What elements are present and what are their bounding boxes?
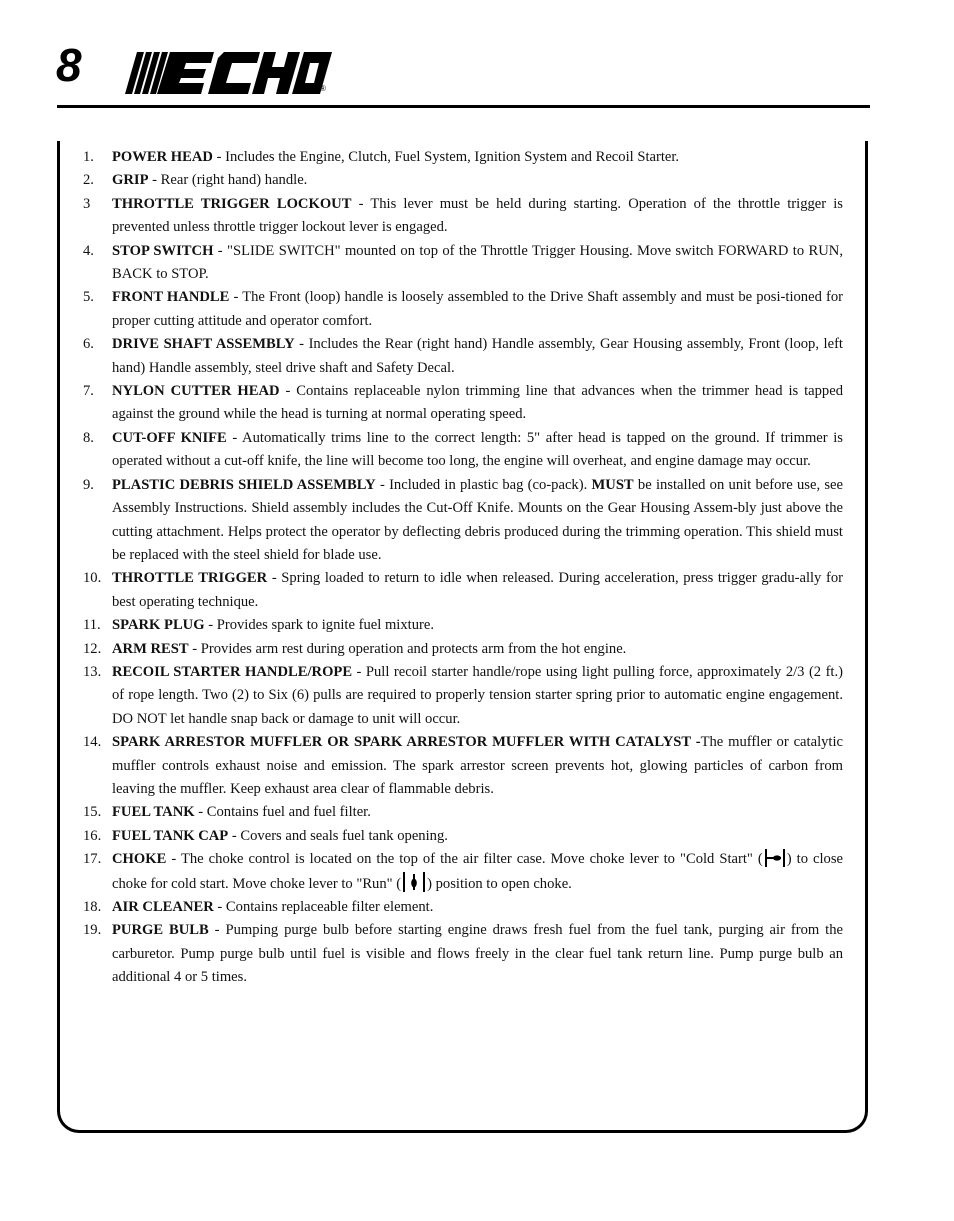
echo-logo bbox=[122, 50, 332, 96]
list-item bbox=[83, 427, 843, 474]
item-text: - Contains replaceable filter element. bbox=[213, 899, 434, 915]
list-item bbox=[83, 801, 843, 824]
item-number: 8. bbox=[83, 429, 94, 446]
item-number: 1. bbox=[83, 149, 94, 165]
item-title: SPARK PLUG bbox=[112, 617, 205, 634]
list-item bbox=[83, 848, 843, 896]
item-title: AIR CLEANER bbox=[112, 899, 214, 915]
item-text: be installed on unit before use, see Assembly Instructions. Shield assembly includes the Cut-Off Knife. Mounts on the Gear Housing Assem-bly just above the cutting attachment. Helps protect the operator by deflecting debris produced during the trimming operation. This shield must be replaced with the steel shield for blade use. bbox=[112, 476, 844, 563]
item-text: - Provides arm rest during operation and protects arm from the hot engine. bbox=[188, 640, 627, 657]
list-item bbox=[83, 193, 843, 240]
item-text: - Provides spark to ignite fuel mixture. bbox=[204, 617, 434, 634]
item-text: - Rear (right hand) handle. bbox=[148, 172, 308, 189]
item-title: THROTTLE TRIGGER LOCKOUT bbox=[112, 195, 352, 212]
item-number: 18. bbox=[83, 899, 102, 915]
list-item bbox=[83, 825, 843, 848]
item-title: GRIP bbox=[112, 172, 149, 189]
item-text: - Contains replaceable nylon trimming line that advances when the trimmer head is tapped against the ground while the head is turning at normal operating speed. bbox=[112, 383, 844, 423]
item-number: 13. bbox=[83, 663, 102, 680]
item-number: 16. bbox=[83, 827, 102, 844]
item-text: - Contains fuel and fuel filter. bbox=[194, 804, 371, 821]
item-number: 2. bbox=[83, 172, 94, 189]
item-title: RECOIL STARTER HANDLE/ROPE bbox=[112, 663, 353, 680]
item-number: 5. bbox=[83, 289, 94, 306]
item-title: STOP SWITCH bbox=[112, 242, 214, 259]
item-title: FRONT HANDLE bbox=[112, 289, 230, 306]
item-number: 6. bbox=[83, 336, 94, 353]
item-title: ARM REST bbox=[112, 640, 189, 657]
registered-mark: ® bbox=[320, 84, 326, 93]
item-number: 17. bbox=[83, 851, 102, 868]
item-title: DRIVE SHAFT ASSEMBLY bbox=[112, 336, 295, 353]
list-item bbox=[83, 146, 843, 169]
item-text: - Pumping purge bulb before starting engine draws fresh fuel from the fuel tank, purging air from the carburetor. Pump purge bulb until fuel is visible and flows freely in the clear fuel tank return line. Pump purge bulb an additional 4 or 5 times. bbox=[112, 922, 843, 986]
item-text: - This lever must be held during starting. Operation of the throttle trigger is prevented unless throttle trigger lockout lever is engaged. bbox=[112, 195, 843, 236]
item-title: FUEL TANK bbox=[112, 804, 195, 821]
list-item bbox=[83, 380, 843, 427]
list-item bbox=[83, 333, 843, 380]
item-title: FUEL TANK CAP bbox=[112, 827, 229, 844]
header-rule bbox=[57, 105, 870, 108]
item-text: - The Front (loop) handle is loosely assembled to the Drive Shaft assembly and must be posi-tioned for proper cutting attitude and operator comfort. bbox=[112, 289, 844, 329]
item-text: - Included in plastic bag (co-pack). bbox=[375, 476, 592, 493]
list-item bbox=[83, 240, 843, 287]
list-item bbox=[83, 169, 843, 192]
item-text: - The choke control is located on the top of the air filter case. Move choke lever to "Cold Start" ( bbox=[166, 851, 763, 868]
item-text: - Includes the Engine, Clutch, Fuel System, Ignition System and Recoil Starter. bbox=[212, 149, 680, 165]
item-number: 12. bbox=[83, 640, 102, 657]
item-title: SPARK ARRESTOR MUFFLER OR SPARK ARRESTOR MUFFLER WITH CATALYST - bbox=[112, 734, 701, 751]
item-text: - Spring loaded to return to idle when released. During acceleration, press trigger gradu-ally for best operating technique. bbox=[112, 570, 843, 610]
item-number: 11. bbox=[83, 617, 101, 634]
choke-run-icon bbox=[402, 872, 426, 892]
item-title: CUT-OFF KNIFE bbox=[112, 429, 227, 446]
item-title: POWER HEAD bbox=[112, 149, 213, 165]
list-item bbox=[83, 919, 843, 989]
item-number: 7. bbox=[83, 383, 94, 400]
list-item bbox=[83, 731, 843, 801]
list-item bbox=[83, 567, 843, 614]
item-title: PLASTIC DEBRIS SHIELD ASSEMBLY bbox=[112, 476, 376, 493]
item-number: 4. bbox=[83, 242, 94, 259]
item-title: THROTTLE TRIGGER bbox=[112, 570, 268, 587]
list-item bbox=[83, 661, 843, 731]
item-text: ) to close choke for cold start. Move choke lever to "Run" ( bbox=[112, 851, 844, 892]
item-text: - Covers and seals fuel tank opening. bbox=[228, 827, 448, 844]
item-text: - Automatically trims line to the correct length: 5" after head is tapped on the ground. If trimmer is operated without a cut-off knife, the line will become too long, the engine will overheat, and engine damage may occur. bbox=[112, 429, 843, 470]
item-title: CHOKE bbox=[112, 851, 167, 868]
item-number: 3 bbox=[83, 195, 91, 212]
list-item bbox=[83, 474, 843, 568]
item-text: - Pull recoil starter handle/rope using light pulling force, approximately 2/3 (2 ft.) of rope length. Two (2) to Six (6) pulls are required to properly tension starter spring prior to automatic engine engagement. DO NOT let handle snap back or damage to unit will occur. bbox=[112, 663, 843, 727]
item-number: 19. bbox=[83, 922, 102, 939]
item-emphasis: MUST bbox=[591, 476, 634, 493]
item-number: 10. bbox=[83, 570, 102, 587]
list-item bbox=[83, 896, 843, 919]
parts-list bbox=[83, 146, 843, 990]
item-title: PURGE BULB bbox=[112, 922, 209, 939]
item-number: 14. bbox=[83, 734, 102, 751]
page-number: 8 bbox=[56, 39, 82, 91]
item-number: 15. bbox=[83, 804, 102, 821]
list-item bbox=[83, 614, 843, 637]
item-text: - Includes the Rear (right hand) Handle assembly, Gear Housing assembly, Front (loop, left hand) Handle assembly, steel drive shaft and Safety Decal. bbox=[112, 336, 843, 376]
item-text: ) position to open choke. bbox=[427, 875, 572, 892]
list-item bbox=[83, 286, 843, 333]
item-text: - "SLIDE SWITCH" mounted on top of the Throttle Trigger Housing. Move switch FORWARD to RUN, BACK to STOP. bbox=[112, 242, 843, 283]
item-text: The muffler or catalytic muffler controls exhaust noise and emission. The spark arrestor screen prevents hot, glowing particles of carbon from leaving the muffler. Keep exhaust area clear of flammable debris. bbox=[112, 734, 844, 797]
item-title: NYLON CUTTER HEAD bbox=[112, 383, 280, 400]
item-number: 9. bbox=[83, 476, 94, 493]
list-item bbox=[83, 638, 843, 661]
choke-cold-start-icon bbox=[764, 849, 786, 867]
